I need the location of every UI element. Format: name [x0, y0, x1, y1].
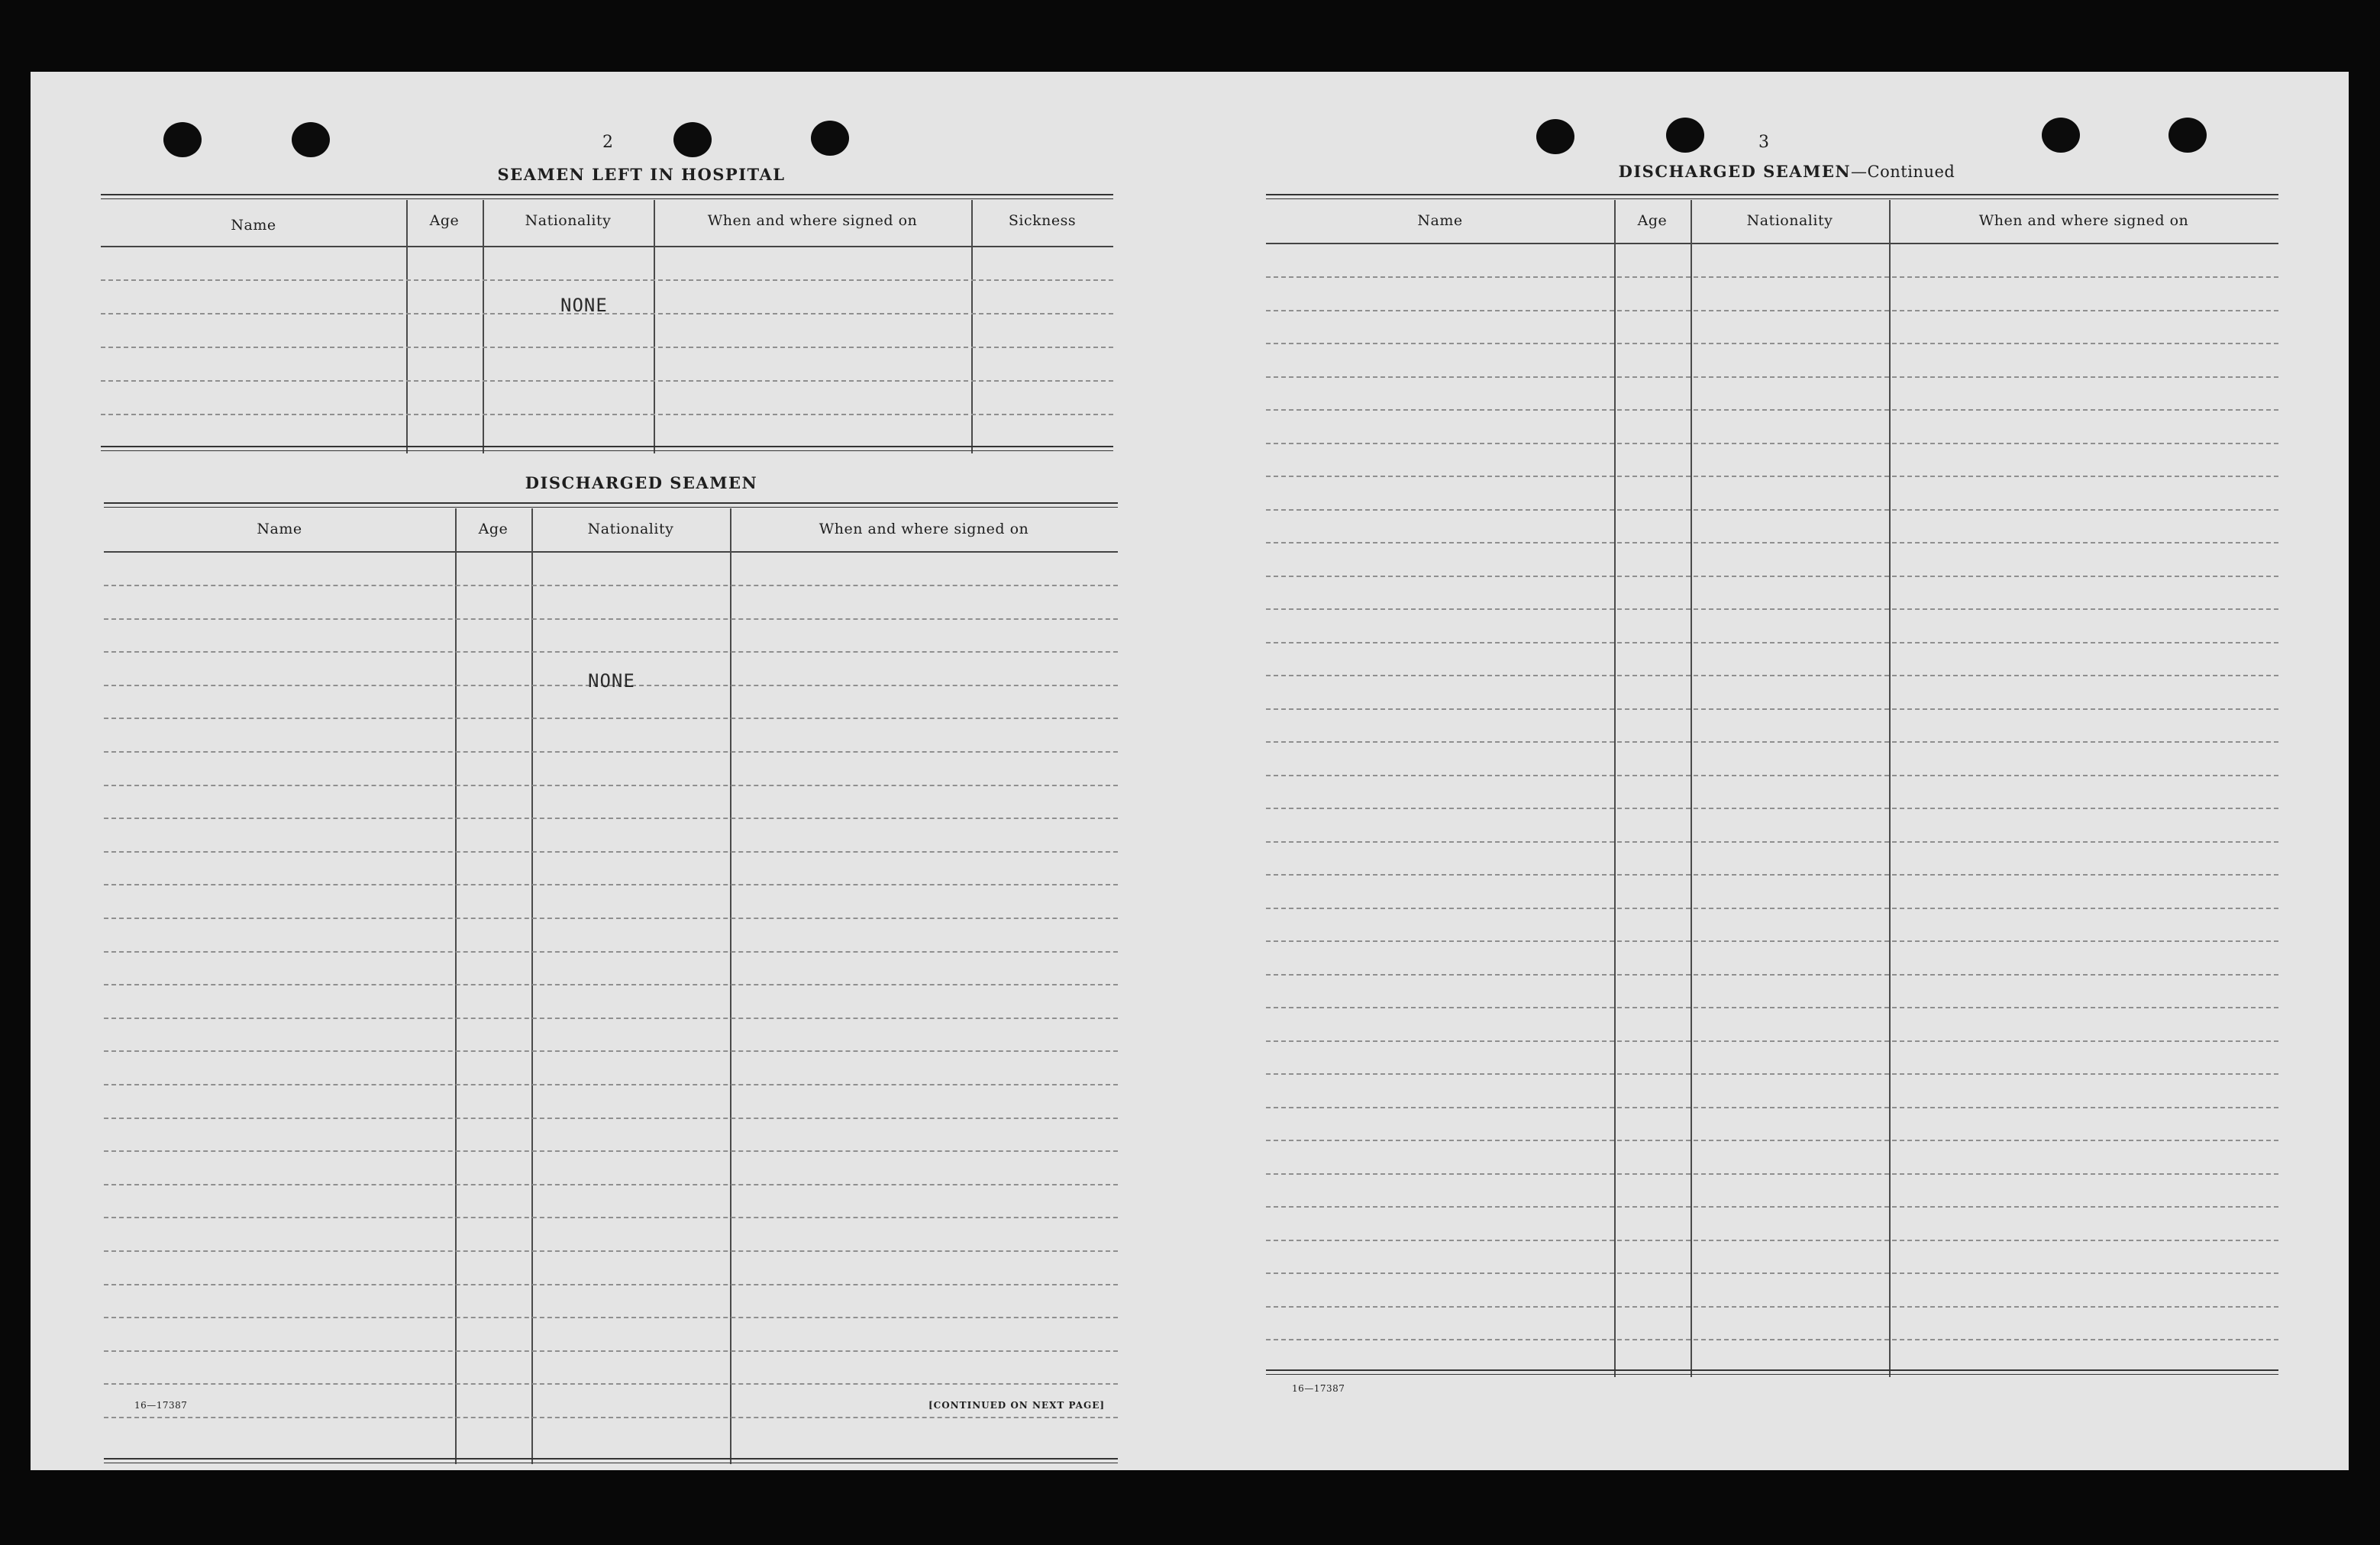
row-line — [1266, 1007, 2278, 1008]
row-line — [1266, 443, 2278, 444]
table-bottom-rule — [1266, 1374, 2278, 1375]
punch-hole — [292, 122, 330, 157]
punch-hole — [673, 122, 712, 157]
none-stamp: NONE — [588, 670, 635, 692]
col-header-age: Age — [1637, 212, 1668, 229]
form-number-right: 16—17387 — [1292, 1383, 1345, 1394]
table-top-rule — [101, 194, 1113, 195]
header-rule — [1266, 243, 2278, 244]
row-line — [1266, 1073, 2278, 1075]
col-header-when-where: When and where signed on — [1978, 212, 2189, 229]
row-line — [104, 618, 1118, 620]
row-line — [1266, 675, 2278, 676]
header-rule — [101, 246, 1113, 247]
row-line — [104, 1084, 1118, 1085]
row-line — [1266, 1240, 2278, 1241]
table-bottom-rule — [101, 450, 1113, 451]
continued-note: [CONTINUED ON NEXT PAGE] — [928, 1400, 1106, 1411]
row-line — [104, 884, 1118, 885]
form-number-left: 16—17387 — [134, 1400, 188, 1411]
row-line — [1266, 808, 2278, 809]
row-line — [104, 1184, 1118, 1185]
column-divider — [971, 200, 973, 453]
column-divider — [654, 200, 655, 453]
punch-hole — [163, 122, 202, 157]
row-line — [104, 1050, 1118, 1052]
table-bottom-rule — [101, 446, 1113, 447]
row-line — [104, 1417, 1118, 1418]
row-line — [101, 380, 1113, 382]
row-line — [1266, 708, 2278, 710]
hospital-section-title: SEAMEN LEFT IN HOSPITAL — [497, 165, 786, 184]
col-header-nationality: Nationality — [587, 521, 674, 537]
row-line — [101, 414, 1113, 415]
discharged-table — [104, 502, 1118, 1464]
discharged-continued-title — [1481, 162, 2092, 181]
row-line — [1266, 642, 2278, 643]
row-line — [1266, 376, 2278, 378]
row-line — [104, 1284, 1118, 1285]
col-header-sickness: Sickness — [1008, 212, 1077, 229]
row-line — [1266, 310, 2278, 311]
row-line — [1266, 276, 2278, 278]
table-top-rule — [1266, 194, 2278, 195]
row-line — [104, 1217, 1118, 1218]
punch-hole — [2168, 118, 2207, 153]
row-line — [1266, 409, 2278, 411]
punch-hole — [1536, 119, 1574, 154]
punch-hole — [811, 121, 849, 156]
row-line — [104, 1150, 1118, 1152]
row-line — [104, 1350, 1118, 1352]
row-line — [104, 651, 1118, 653]
row-line — [104, 851, 1118, 853]
row-line — [104, 1118, 1118, 1119]
row-line — [1266, 1173, 2278, 1175]
document-sheet — [31, 72, 2349, 1470]
row-line — [104, 718, 1118, 719]
row-line — [104, 1317, 1118, 1318]
row-line — [1266, 1272, 2278, 1274]
page-number-right: 3 — [1758, 133, 1769, 152]
table-top-rule — [1266, 198, 2278, 199]
row-line — [104, 818, 1118, 819]
row-line — [104, 1250, 1118, 1252]
discharged-section-title: DISCHARGED SEAMEN — [525, 473, 758, 492]
col-header-when-where: When and where signed on — [819, 521, 1029, 537]
row-line — [101, 347, 1113, 348]
col-header-when-where: When and where signed on — [707, 212, 918, 229]
row-line — [1266, 940, 2278, 942]
row-line — [1266, 576, 2278, 577]
row-line — [1266, 343, 2278, 344]
row-line — [1266, 841, 2278, 843]
column-divider — [406, 200, 408, 453]
row-line — [1266, 1140, 2278, 1141]
row-line — [104, 585, 1118, 586]
row-line — [104, 1018, 1118, 1019]
punch-hole — [1666, 118, 1704, 153]
discharged-continued-table — [1266, 194, 2278, 1453]
row-line — [1266, 1339, 2278, 1340]
table-bottom-rule — [104, 1458, 1118, 1460]
col-header-age: Age — [478, 521, 509, 537]
row-line — [104, 785, 1118, 786]
row-line — [1266, 908, 2278, 909]
row-line — [104, 751, 1118, 753]
row-line — [1266, 542, 2278, 543]
row-line — [1266, 1107, 2278, 1108]
row-line — [1266, 1306, 2278, 1308]
page-number-left: 2 — [602, 133, 613, 152]
hospital-table — [101, 194, 1113, 453]
title-suffix: —Continued — [1851, 163, 1955, 181]
row-line — [1266, 509, 2278, 511]
table-top-rule — [101, 198, 1113, 199]
col-header-name: Name — [1417, 212, 1463, 229]
col-header-age: Age — [429, 212, 460, 229]
punch-hole — [2042, 118, 2080, 153]
header-rule — [104, 551, 1118, 553]
row-line — [1266, 1206, 2278, 1208]
row-line — [104, 918, 1118, 919]
row-line — [104, 984, 1118, 985]
col-header-name: Name — [231, 217, 276, 234]
none-stamp: NONE — [560, 295, 608, 316]
row-line — [1266, 608, 2278, 610]
title-text: DISCHARGED SEAMEN — [1618, 162, 1852, 181]
row-line — [1266, 874, 2278, 876]
row-line — [1266, 476, 2278, 477]
row-line — [1266, 775, 2278, 776]
table-bottom-rule — [1266, 1369, 2278, 1371]
col-header-nationality: Nationality — [1746, 212, 1833, 229]
row-line — [104, 1383, 1118, 1385]
row-line — [1266, 974, 2278, 976]
row-line — [1266, 741, 2278, 743]
col-header-name: Name — [257, 521, 302, 537]
row-line — [1266, 1040, 2278, 1042]
table-top-rule — [104, 507, 1118, 508]
row-line — [101, 279, 1113, 281]
col-header-nationality: Nationality — [525, 212, 612, 229]
column-divider — [483, 200, 484, 453]
row-line — [104, 951, 1118, 953]
table-top-rule — [104, 502, 1118, 504]
